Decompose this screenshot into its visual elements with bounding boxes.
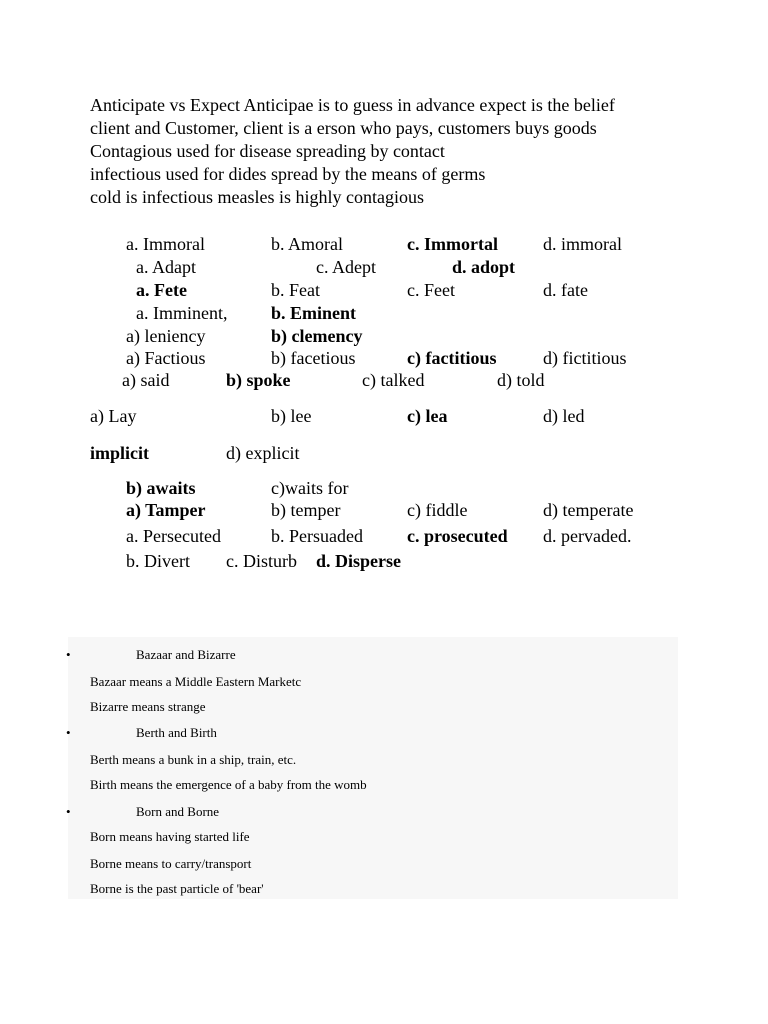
option: b. Amoral xyxy=(271,234,343,254)
option-answer: c. prosecuted xyxy=(407,526,508,546)
option: b) facetious xyxy=(271,348,356,368)
option: c) fiddle xyxy=(407,500,468,520)
bullet-icon: • xyxy=(66,647,71,662)
glossary-line: Borne is the past particle of 'bear' xyxy=(90,881,264,896)
option: a. Imminent, xyxy=(136,303,228,323)
option: b) temper xyxy=(271,500,341,520)
option-answer: d. Disperse xyxy=(316,551,401,571)
glossary-heading: Berth and Birth xyxy=(136,725,217,740)
option-answer: implicit xyxy=(90,443,149,463)
option: d) told xyxy=(497,370,545,390)
option: a) said xyxy=(122,370,170,390)
option: a) Factious xyxy=(126,348,206,368)
option: d. pervaded. xyxy=(543,526,632,546)
option: a. Immoral xyxy=(126,234,205,254)
paragraph-line: Contagious used for disease spreading by contact xyxy=(90,141,445,161)
option-answer: a) Tamper xyxy=(126,500,206,520)
option: a. Adapt xyxy=(136,257,196,277)
option: c. Disturb xyxy=(226,551,297,571)
option-answer: c) factitious xyxy=(407,348,497,368)
glossary-heading: Born and Borne xyxy=(136,804,220,819)
paragraph-line: cold is infectious measles is highly contagious xyxy=(90,187,424,207)
bullet-icon: • xyxy=(66,804,71,819)
option: a. Persecuted xyxy=(126,526,221,546)
option: b. Persuaded xyxy=(271,526,363,546)
option-answer: b) clemency xyxy=(271,326,363,346)
glossary-line: Borne means to carry/transport xyxy=(90,856,252,871)
option: d. immoral xyxy=(543,234,622,254)
paragraph-line: Anticipate vs Expect Anticipae is to guess in advance expect is the belief xyxy=(90,95,615,115)
glossary-line: Bizarre means strange xyxy=(90,699,206,714)
glossary-line: Born means having started life xyxy=(90,829,250,844)
option-answer: b) spoke xyxy=(226,370,291,390)
option: d) explicit xyxy=(226,443,300,463)
option-answer: d. adopt xyxy=(452,257,516,277)
option: d. fate xyxy=(543,280,588,300)
option: d) temperate xyxy=(543,500,634,520)
glossary-line: Birth means the emergence of a baby from the womb xyxy=(90,777,367,792)
option: d) fictitious xyxy=(543,348,627,368)
option: b) lee xyxy=(271,406,312,426)
option: c)waits for xyxy=(271,478,349,498)
option: a) leniency xyxy=(126,326,206,346)
option-answer: b) awaits xyxy=(126,478,196,498)
glossary-line: Bazaar means a Middle Eastern Marketc xyxy=(90,674,302,689)
paragraph-line: infectious used for dides spread by the means of germs xyxy=(90,164,486,184)
option: c. Adept xyxy=(316,257,376,277)
option-answer: c) lea xyxy=(407,406,448,426)
option: c. Feet xyxy=(407,280,455,300)
option: a) Lay xyxy=(90,406,137,426)
option: d) led xyxy=(543,406,585,426)
option-answer: a. Fete xyxy=(136,280,187,300)
option-answer: c. Immortal xyxy=(407,234,498,254)
option: c) talked xyxy=(362,370,425,390)
paragraph-line: client and Customer, client is a erson who pays, customers buys goods xyxy=(90,118,597,138)
bullet-icon: • xyxy=(66,725,71,740)
option-answer: b. Eminent xyxy=(271,303,357,323)
option: b. Feat xyxy=(271,280,320,300)
glossary-line: Berth means a bunk in a ship, train, etc. xyxy=(90,752,297,767)
glossary-heading: Bazaar and Bizarre xyxy=(136,647,236,662)
option: b. Divert xyxy=(126,551,190,571)
